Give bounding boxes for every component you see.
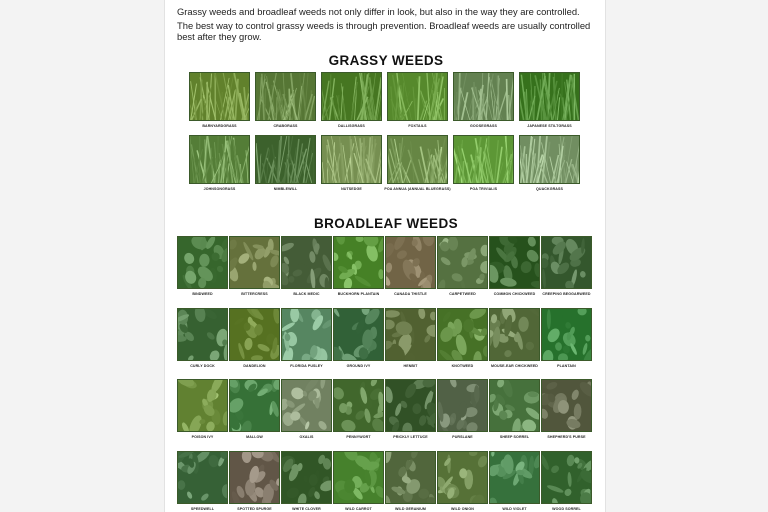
weed-photo xyxy=(321,72,382,121)
weed-photo xyxy=(385,379,436,432)
weed-tile-bindweed xyxy=(177,236,228,308)
weed-caption: NIMBLEWILL xyxy=(273,187,298,191)
weed-photo xyxy=(229,308,280,361)
weed-tile-poison-ivy xyxy=(177,379,228,451)
broadleaf-weeds-grid xyxy=(177,236,593,512)
weed-tile-nutsedge xyxy=(321,135,382,198)
weed-tile-quackgrass xyxy=(519,135,580,198)
weed-caption: MALLOW xyxy=(246,435,263,439)
intro-line-1: Grassy weeds and broadleaf weeds not only differ in look, but also in the way they are controlled. xyxy=(177,6,580,17)
weed-tile-plantain xyxy=(541,308,592,380)
weed-caption: DALLISGRASS xyxy=(338,124,365,128)
weed-tile-nimblewill xyxy=(255,135,316,198)
weed-tile-black-medic xyxy=(281,236,332,308)
weed-tile-johnsongrass xyxy=(189,135,250,198)
weed-tile-barnyardgrass xyxy=(189,72,250,135)
weed-tile-pennywort xyxy=(333,379,384,451)
weed-tile-canada-thistle xyxy=(385,236,436,308)
weed-caption: FLORIDA PUSLEY xyxy=(290,363,323,368)
weed-photo xyxy=(453,72,514,121)
weed-caption: JAPANESE STILTGRASS xyxy=(527,124,572,128)
grassy-weeds-grid xyxy=(189,72,585,198)
weed-photo xyxy=(333,451,384,504)
weed-caption: CRABGRASS xyxy=(273,124,298,128)
weed-tile-mouse-ear-chickweed xyxy=(489,308,540,380)
weed-photo xyxy=(321,135,382,184)
weed-tile-buckhorn-plantain xyxy=(333,236,384,308)
weed-tile-henbit xyxy=(385,308,436,380)
weed-caption: WHITE CLOVER xyxy=(292,506,321,511)
weed-photo xyxy=(387,135,448,184)
weed-photo xyxy=(281,451,332,504)
weed-tile-creeping-beggarweed xyxy=(541,236,592,308)
weed-caption: PENNYWORT xyxy=(346,435,371,439)
weed-photo xyxy=(437,236,488,289)
weed-photo xyxy=(385,308,436,361)
weed-photo xyxy=(255,135,316,184)
weed-tile-spotted-spurge xyxy=(229,451,280,512)
weed-caption: SHEEP SORREL xyxy=(499,435,530,439)
weed-photo xyxy=(189,135,250,184)
weed-tile-sheep-sorrel xyxy=(489,379,540,451)
weed-tile-ground-ivy xyxy=(333,308,384,380)
weed-caption: POA ANNUA (ANNUAL BLUEGRASS) xyxy=(384,187,451,191)
weed-caption: NUTSEDGE xyxy=(341,187,362,191)
weed-tile-foxtails xyxy=(387,72,448,135)
weed-caption: OXALIS xyxy=(299,435,314,439)
weed-photo xyxy=(281,379,332,432)
weed-tile-wood-sorrel xyxy=(541,451,592,512)
weed-caption: WILD VIOLET xyxy=(502,506,527,511)
weed-photo xyxy=(177,451,228,504)
weed-caption: GOOSEGRASS xyxy=(470,124,497,128)
weed-caption: BUCKHORN PLANTAIN xyxy=(337,292,380,296)
weed-photo xyxy=(333,379,384,432)
weed-photo xyxy=(437,451,488,504)
weed-tile-purslane xyxy=(437,379,488,451)
weed-caption: WILD GERANIUM xyxy=(394,506,427,511)
weed-photo xyxy=(453,135,514,184)
weed-caption: CARPETWEED xyxy=(449,292,476,296)
weed-tile-goosegrass xyxy=(453,72,514,135)
weed-photo xyxy=(519,135,580,184)
weed-caption: BITTERCRESS xyxy=(241,292,268,296)
weed-photo xyxy=(281,308,332,361)
weed-caption: CREEPING BEGGARWEED xyxy=(542,292,591,296)
weed-photo xyxy=(489,379,540,432)
weed-photo xyxy=(229,236,280,289)
weed-tile-carpetweed xyxy=(437,236,488,308)
weed-photo xyxy=(541,451,592,504)
weed-tile-oxalis xyxy=(281,379,332,451)
weed-tile-bittercress xyxy=(229,236,280,308)
weed-caption: BLACK MEDIC xyxy=(293,292,320,296)
weed-photo xyxy=(387,72,448,121)
weed-caption: PURSLANE xyxy=(452,435,473,439)
broadleaf-weeds-heading: BROADLEAF WEEDS xyxy=(314,216,458,231)
weed-caption: POA TRIVIALIS xyxy=(469,187,498,191)
weed-tile-white-clover xyxy=(281,451,332,512)
weed-caption: QUACKGRASS xyxy=(536,187,563,191)
grassy-weeds-heading: GRASSY WEEDS xyxy=(328,53,444,68)
weed-photo xyxy=(255,72,316,121)
weed-caption: BARNYARDGRASS xyxy=(202,124,237,128)
weed-photo xyxy=(177,379,228,432)
weed-tile-poa-annua-annual-bluegrass xyxy=(384,135,451,198)
weed-caption: HENBIT xyxy=(403,363,418,368)
weed-photo xyxy=(541,308,592,361)
weed-tile-dandelion xyxy=(229,308,280,380)
weed-caption: WILD CARROT xyxy=(345,506,372,511)
intro-text xyxy=(177,6,597,45)
weed-photo xyxy=(489,236,540,289)
weed-photo xyxy=(229,451,280,504)
weed-photo xyxy=(177,236,228,289)
weed-caption: WOOD SORREL xyxy=(552,506,581,511)
weed-caption: DANDELION xyxy=(243,363,266,368)
weed-tile-crabgrass xyxy=(255,72,316,135)
weed-caption: JOHNSONGRASS xyxy=(203,187,236,191)
weed-caption: CURLY DOCK xyxy=(190,363,215,368)
weed-photo xyxy=(333,308,384,361)
weed-caption: KNOTWEED xyxy=(451,363,474,368)
weed-caption: SPEEDWELL xyxy=(190,506,215,511)
weed-tile-wild-carrot xyxy=(333,451,384,512)
weed-photo xyxy=(437,308,488,361)
weed-photo xyxy=(519,72,580,121)
weed-tile-dallisgrass xyxy=(321,72,382,135)
weed-tile-wild-geranium xyxy=(385,451,436,512)
weed-caption: POISON IVY xyxy=(191,435,214,439)
weed-caption: COMMON CHICKWEED xyxy=(493,292,536,296)
weed-tile-mallow xyxy=(229,379,280,451)
weed-guide-page xyxy=(164,0,606,512)
weed-tile-curly-dock xyxy=(177,308,228,380)
weed-tile-florida-pusley xyxy=(281,308,332,380)
weed-tile-poa-trivialis xyxy=(453,135,514,198)
weed-photo xyxy=(189,72,250,121)
weed-caption: GROUND IVY xyxy=(346,363,371,368)
weed-caption: PLANTAIN xyxy=(557,363,576,368)
weed-photo xyxy=(541,236,592,289)
weed-caption: FOXTAILS xyxy=(408,124,427,128)
weed-tile-knotweed xyxy=(437,308,488,380)
weed-tile-speedwell xyxy=(177,451,228,512)
weed-photo xyxy=(385,236,436,289)
intro-line-2: The best way to control grassy weeds is through prevention. Broadleaf weeds are usually controlled best after they grow. xyxy=(177,19,591,43)
weed-photo xyxy=(281,236,332,289)
weed-tile-japanese-stiltgrass xyxy=(519,72,580,135)
weed-photo xyxy=(177,308,228,361)
weed-caption: SHEPHERD'S PURSE xyxy=(547,435,586,439)
weed-photo xyxy=(489,308,540,361)
weed-tile-wild-violet xyxy=(489,451,540,512)
weed-photo xyxy=(541,379,592,432)
weed-caption: MOUSE-EAR CHICKWEED xyxy=(490,363,539,368)
weed-caption: WILD ONION xyxy=(451,506,474,511)
weed-photo xyxy=(385,451,436,504)
weed-caption: BINDWEED xyxy=(192,292,213,296)
weed-photo xyxy=(437,379,488,432)
weed-tile-wild-onion xyxy=(437,451,488,512)
weed-caption: CANADA THISTLE xyxy=(394,292,427,296)
weed-tile-common-chickweed xyxy=(489,236,540,308)
weed-photo xyxy=(229,379,280,432)
weed-photo xyxy=(333,236,384,289)
weed-caption: PRICKLY LETTUCE xyxy=(393,435,428,439)
weed-tile-prickly-lettuce xyxy=(385,379,436,451)
weed-tile-shepherd-s-purse xyxy=(541,379,592,451)
weed-caption: SPOTTED SPURGE xyxy=(237,506,272,511)
weed-photo xyxy=(489,451,540,504)
